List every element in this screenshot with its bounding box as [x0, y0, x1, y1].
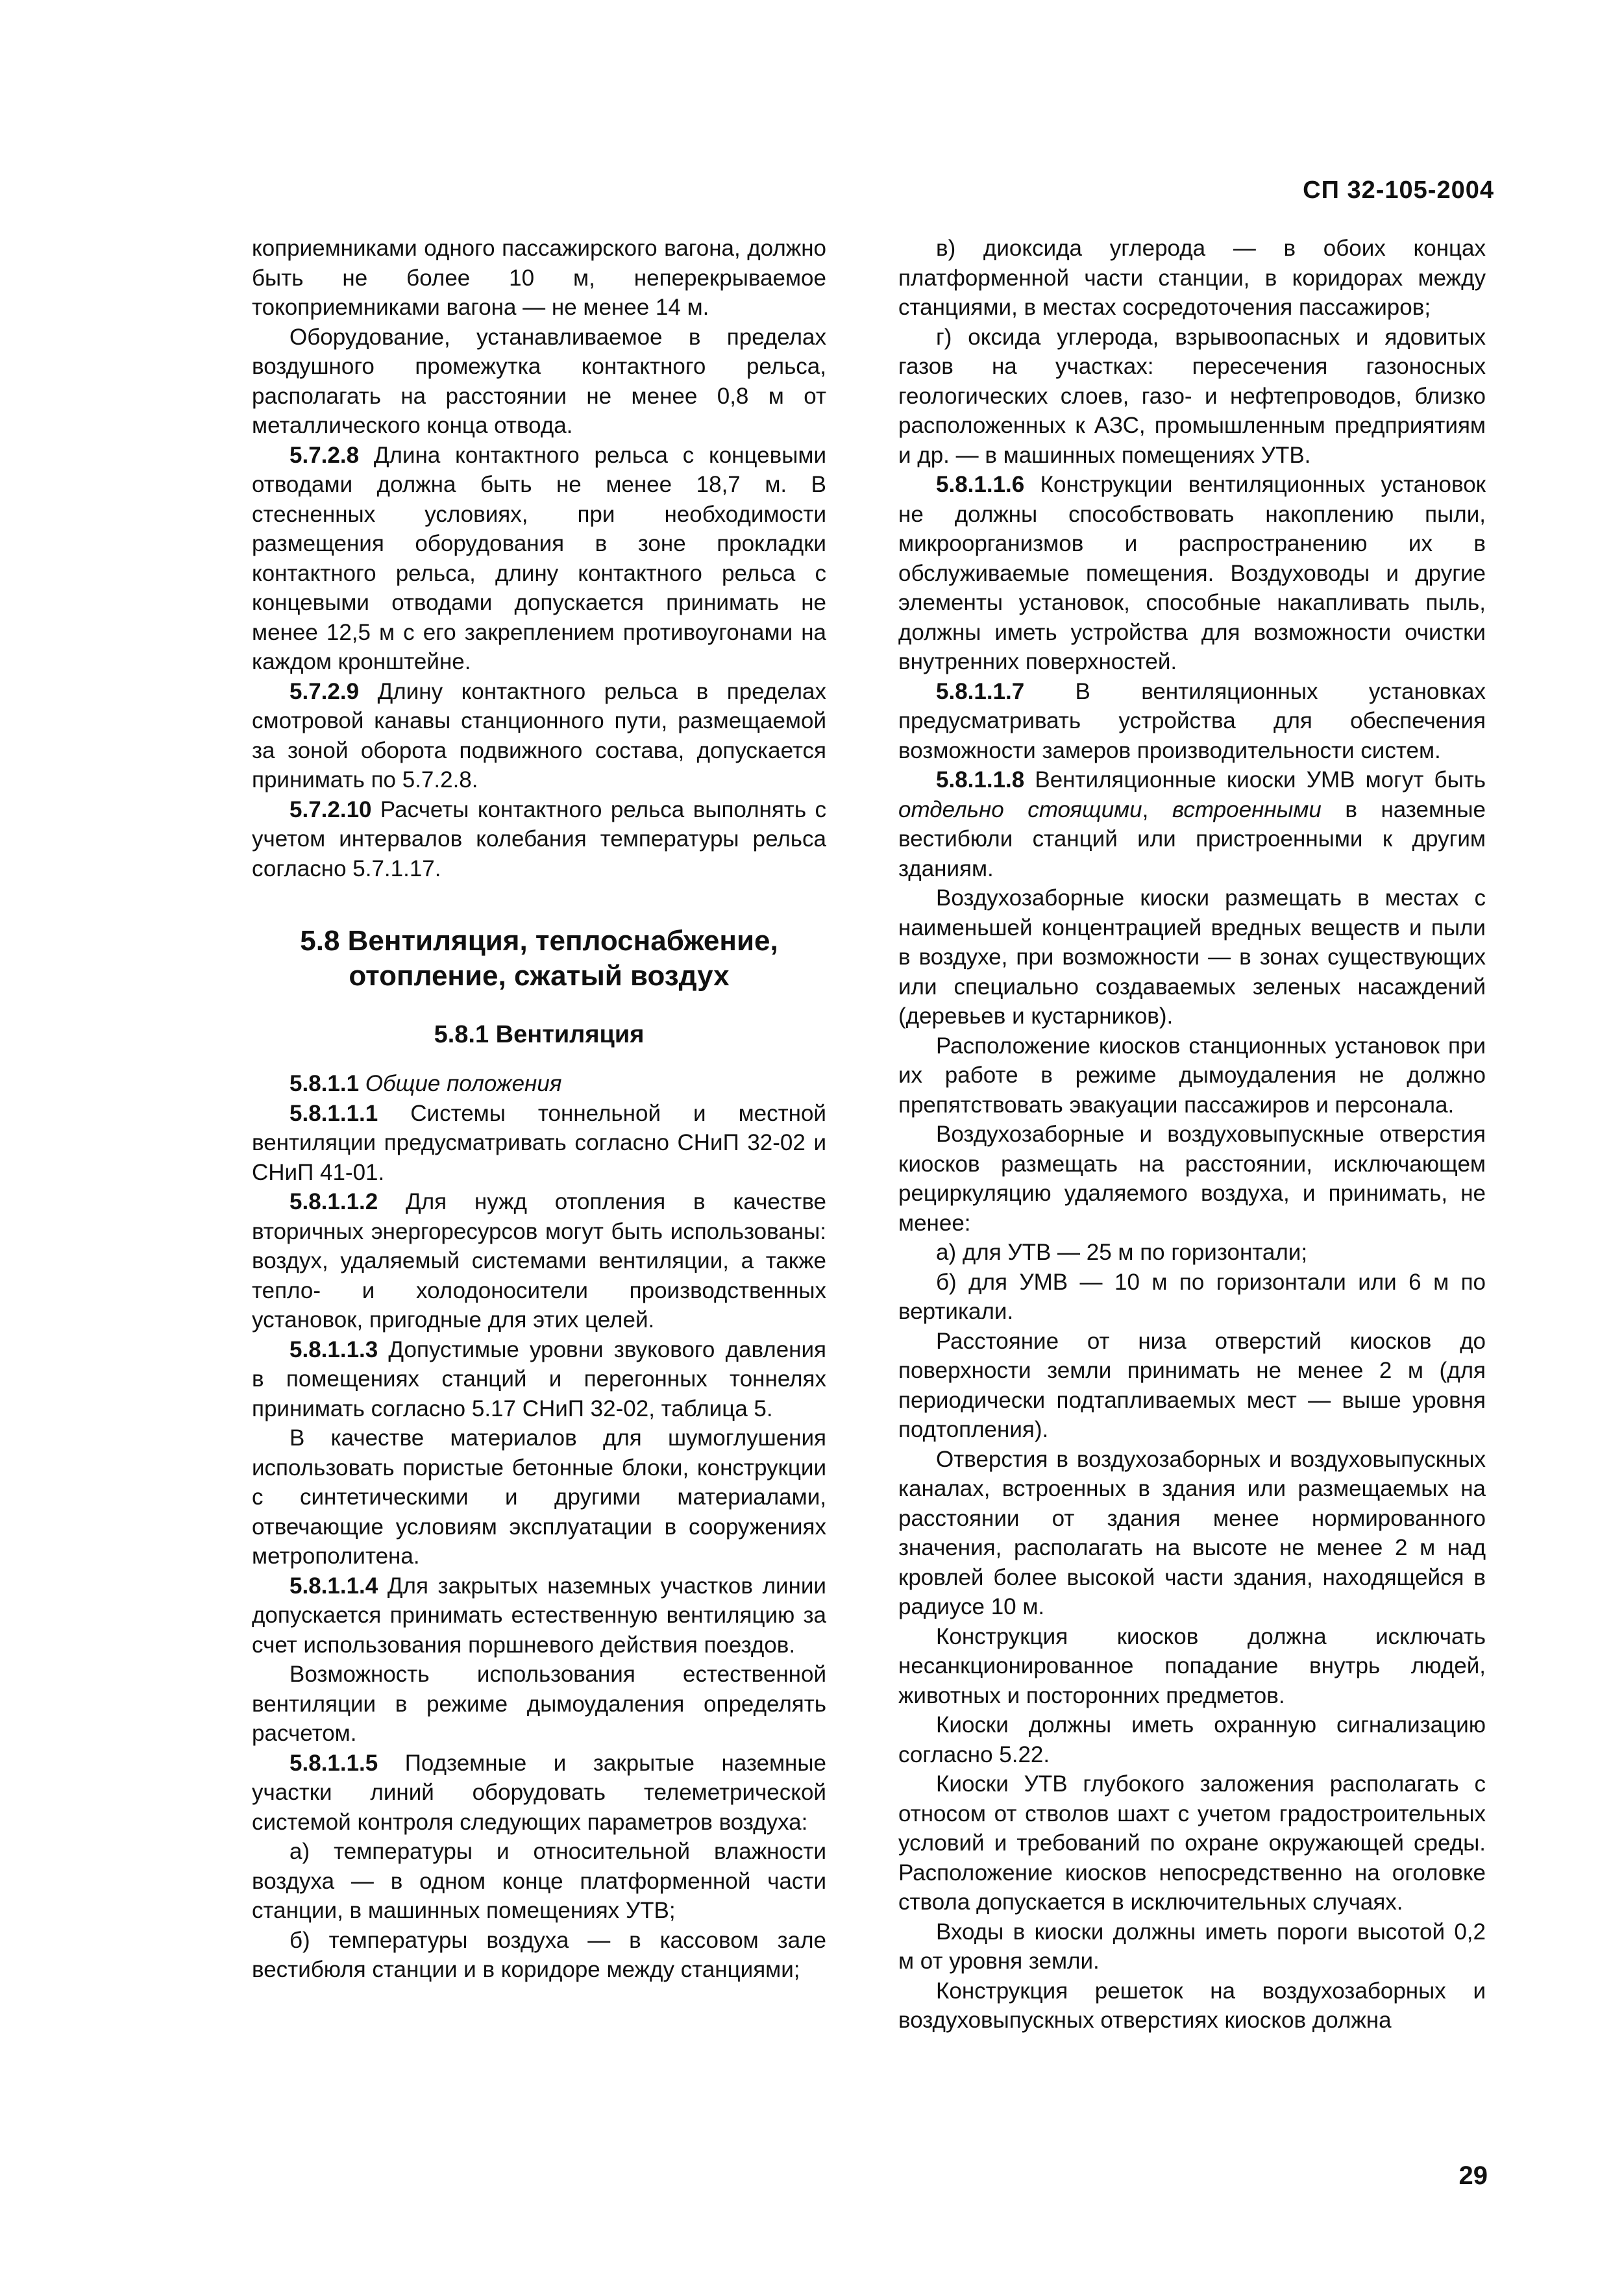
paragraph: коприемниками одного пассажирского вагона, должно быть не более 10 м, неперекрываемое токоприемниками вагона — не менее 14 м. [252, 236, 826, 320]
clause-5-8-1-1-7 [898, 677, 1486, 766]
list-item: а) температуры и относительной влажности воздуха — в одном конце платформенной части станции, в машинных помещениях УТВ; [252, 1839, 826, 1923]
clause-number: 5.8.1.1.4 [289, 1573, 378, 1599]
clause-number: 5.8.1.1 [289, 1071, 360, 1096]
paragraph: Киоски УТВ глубокого заложения располагать с относом от стволов шахт с учетом градостроительных условий и требований по охране окружающей среды. Расположение киосков непосредственно на оголовке ствола допускается в исключительных случаях. [898, 1771, 1486, 1915]
clause-text: Системы тоннельной и местной вентиляции предусматривать согласно СНиП 32-02 и СНиП 41-01. [252, 1100, 826, 1185]
section-title-line: отопление, сжатый воздух [349, 960, 730, 992]
clause-text: Подземные и закрытые наземные участки линий оборудовать телеметрической системой контроля следующих параметров воздуха: [252, 1750, 826, 1835]
right-column [898, 234, 1486, 2035]
paragraph: Воздухозаборные киоски размещать в местах с наименьшей концентрацией вредных веществ и пыли в воздухе, при возможности — в зонах существующих или специально создаваемых зеленых насаждений (деревьев и кустарников). [898, 885, 1486, 1029]
list-item: в) диоксида углерода — в обоих концах платформенной части станции, в коридорах между станциями, в местах сосредоточения пассажиров; [898, 236, 1486, 320]
clause-5-8-1-1 [252, 1069, 826, 1099]
paragraph: Конструкция решеток на воздухозаборных и воздуховыпускных отверстиях киосков должна [898, 1978, 1486, 2033]
document-code: СП 32-105-2004 [1303, 177, 1494, 204]
clause-text: Для закрытых наземных участков линии допускается принимать естественную вентиляцию за счет использования поршневого действия поездов. [252, 1573, 826, 1658]
paragraph: Киоски должны иметь охранную сигнализацию согласно 5.22. [898, 1712, 1486, 1767]
list-item: а) для УТВ — 25 м по горизонтали; [936, 1240, 1308, 1265]
clause-text: Для нужд отопления в качестве вторичных энергоресурсов могут быть использованы: воздух, удаляемый системами вентиляции, а также тепло- и холодоносители производственных установок, пригодные для этих целей. [252, 1189, 826, 1333]
paragraph: Отверстия в воздухозаборных и воздуховыпускных каналах, встроенных в здания или размещаемых на расстоянии от здания менее нормированного значения, располагать на высоте не менее 2 м над кровлей более высокой части здания, находящейся в радиусе 10 м. [898, 1446, 1486, 1619]
paragraph: Воздухозаборные и воздуховыпускные отверстия киосков размещать на расстоянии, исключающем рециркуляцию удаляемого воздуха, и принимать, не менее: [898, 1122, 1486, 1236]
paragraph: Оборудование, устанавливаемое в пределах воздушного промежутка контактного рельса, располагать на расстоянии не менее 0,8 м от металлического конца отвода. [252, 324, 826, 438]
clause-number: 5.7.2.9 [289, 678, 360, 704]
clause-number: 5.7.2.8 [289, 442, 360, 468]
clause-number: 5.8.1.1.5 [289, 1750, 378, 1776]
clause-5-8-1-1-5 [252, 1749, 826, 1837]
clause-number: 5.8.1.1.2 [289, 1189, 378, 1214]
clause-number: 5.8.1.1.7 [936, 678, 1025, 704]
clause-5-7-2-8 [252, 441, 826, 677]
clause-5-8-1-1-4 [252, 1571, 826, 1660]
clause-5-8-1-1-3 [252, 1335, 826, 1424]
clause-5-8-1-1-8 [898, 765, 1486, 883]
list-item: б) температуры воздуха — в кассовом зале вестибюля станции и в коридоре между станциями; [252, 1927, 826, 1982]
clause-number: 5.7.2.10 [289, 796, 372, 822]
clause-number: 5.8.1.1.1 [289, 1100, 378, 1126]
paragraph: Расположение киосков станционных установок при их работе в режиме дымоудаления не должно препятствовать эвакуации пассажиров и персонала. [898, 1033, 1486, 1118]
clause-number: 5.8.1.1.3 [289, 1336, 378, 1362]
paragraph: Расстояние от низа отверстий киосков до поверхности земли принимать не менее 2 м (для периодически подтапливаемых мест — выше уровня подтопления). [898, 1328, 1486, 1442]
clause-text: Общие положения [359, 1071, 562, 1096]
emphasis-text: отдельно стоящими [898, 796, 1142, 822]
paragraph: Возможность использования естественной вентиляции в режиме дымоудаления определять расчетом. [252, 1662, 826, 1746]
left-column [252, 234, 826, 1985]
list-item: г) оксида углерода, взрывоопасных и ядовитых газов на участках: пересечения газоносных геологических слоев, газо- и нефтепроводов, близко расположенных к АЗС, промышленным предприятиям и др. — в машинных помещениях УТВ. [898, 324, 1486, 468]
paragraph: Конструкция киосков должна исключать несанкционированное попадание внутрь людей, животных и посторонних предметов. [898, 1623, 1486, 1708]
clause-text: Допустимые уровни звукового давления в помещениях станций и перегонных тоннелях принимать согласно 5.17 СНиП 32-02, таблица 5. [252, 1336, 826, 1421]
clause-text: Длину контактного рельса в пределах смотровой канавы станционного пути, размещаемой за зоной оборота подвижного состава, допускается принимать по 5.7.2.8. [252, 678, 826, 793]
clause-5-8-1-1-1 [252, 1099, 826, 1188]
clause-text: Длина контактного рельса с концевыми отводами должна быть не менее 18,7 м. В стесненных условиях, при необходимости размещения оборудования в зоне прокладки контактного рельса, длину контактного рельса с концевыми отводами допускается принимать не менее 12,5 м с его закреплением противоугонами на каждом кронштейне. [252, 442, 826, 674]
paragraph: Входы в киоски должны иметь пороги высотой 0,2 м от уровня земли. [898, 1919, 1486, 1974]
clause-text: в наземные вестибюли станций или пристроенными к другим зданиям. [898, 796, 1486, 881]
clause-number: 5.8.1.1.8 [936, 767, 1025, 793]
section-title [252, 924, 826, 994]
clause-text: Расчеты контактного рельса выполнять с учетом интервалов колебания температуры рельса согласно 5.7.1.17. [252, 796, 826, 881]
clause-text: В вентиляционных установках предусматривать устройства для обеспечения возможности замеров производительности систем. [898, 678, 1486, 763]
clause-text: , [1142, 796, 1172, 822]
list-item: б) для УМВ — 10 м по горизонтали или 6 м по вертикали. [898, 1269, 1486, 1324]
paragraph: В качестве материалов для шумоглушения использовать пористые бетонные блоки, конструкции с синтетическими и другими материалами, отвечающие условиям эксплуатации в сооружениях метрополитена. [252, 1425, 826, 1569]
subsection-title: 5.8.1 Вентиляция [434, 1021, 645, 1048]
section-title-line: 5.8 Вентиляция, теплоснабжение, [300, 925, 778, 957]
clause-text: Вентиляционные киоски УМВ могут быть [1024, 767, 1486, 793]
clause-5-7-2-10 [252, 795, 826, 884]
emphasis-text: встроенными [1172, 796, 1322, 822]
clause-text: Конструкции вентиляционных установок не должны способствовать накоплению пыли, микроорганизмов и распространению их в обслуживаемые помещения. Воздуховоды и другие элементы установок, способные накапливать пыль, должны иметь устройства для возможности очистки внутренних поверхностей. [898, 472, 1486, 674]
clause-5-8-1-1-6 [898, 470, 1486, 677]
clause-number: 5.8.1.1.6 [936, 472, 1025, 497]
clause-5-8-1-1-2 [252, 1187, 826, 1335]
clause-5-7-2-9 [252, 677, 826, 795]
page-number: 29 [1458, 2161, 1488, 2190]
